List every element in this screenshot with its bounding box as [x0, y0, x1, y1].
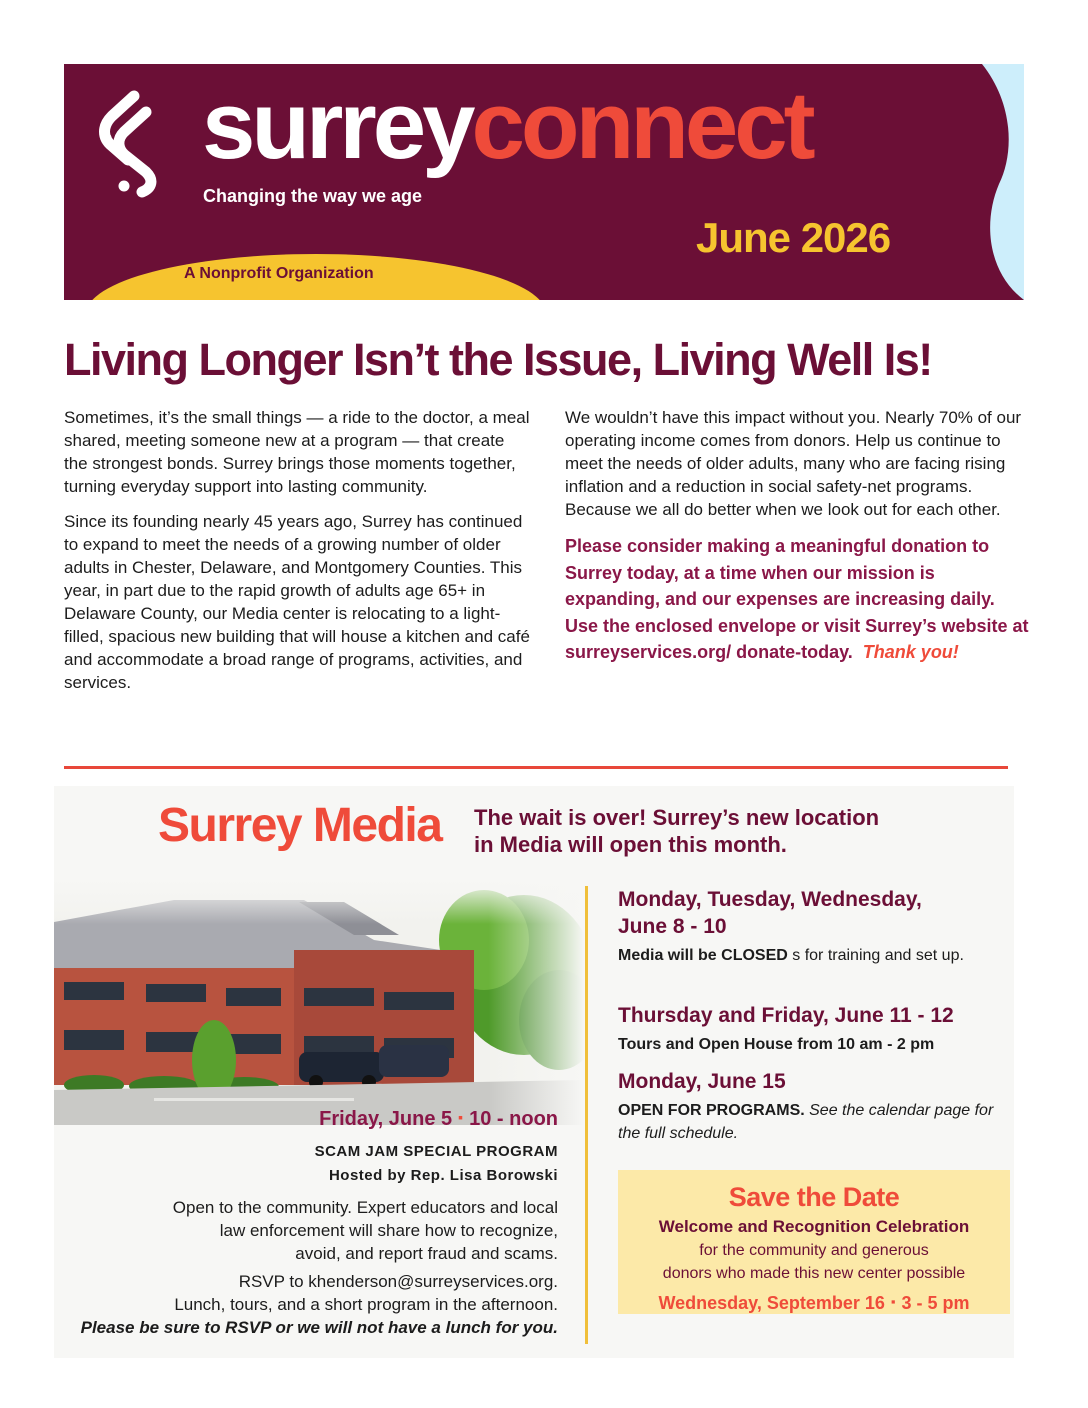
- save-the-date-box: [618, 1170, 1010, 1314]
- media-subtitle-line: The wait is over! Surrey’s new location: [474, 805, 880, 830]
- celebration-name: Welcome and Recognition Celebration: [658, 1217, 970, 1236]
- header-banner: [64, 64, 1024, 300]
- article-paragraph: We wouldn’t have this impact without you. Nearly 70% of our operating income comes from donors. Help us continue to meet the needs of older adults, many who are facing rising inflation and a reduction in social safety-net programs. Because we all do better when we look out for each other.: [565, 408, 1022, 519]
- surrey-logo-icon: [94, 86, 166, 198]
- event-host: Hosted by Rep. Lisa Borowski: [328, 1167, 558, 1184]
- rsvp-line: Lunch, tours, and a short program in the afternoon.: [174, 1295, 558, 1314]
- media-subtitle: [474, 804, 994, 858]
- celebration-description: [618, 1239, 1010, 1285]
- schedule-detail-bold: Tours and Open House from 10 am - 2 pm: [618, 1036, 935, 1053]
- brand-wordmark: [202, 72, 812, 179]
- column-divider: [585, 886, 588, 1344]
- celebration-description-line: donors who made this new center possible: [662, 1265, 966, 1282]
- article-left-column: [64, 406, 530, 706]
- brand-surrey: surrey: [202, 72, 472, 179]
- schedule-heading-line: June 8 - 10: [618, 915, 727, 938]
- event-rsvp: [64, 1270, 558, 1339]
- building-photo: [54, 880, 584, 1125]
- article-right-column: [565, 406, 1030, 666]
- media-subtitle-line: in Media will open this month.: [474, 832, 787, 857]
- media-title: Surrey Media: [158, 799, 442, 852]
- schedule-detail-bold: OPEN FOR PROGRAMS.: [618, 1102, 805, 1119]
- schedule-detail-bold: Media will be CLOSED: [618, 947, 788, 964]
- event-time: 10 - noon: [469, 1108, 558, 1130]
- schedule-detail: [618, 1099, 1010, 1145]
- event-heading: [64, 1108, 558, 1131]
- schedule-detail: [618, 944, 1010, 967]
- schedule-item: [618, 1002, 1010, 1056]
- event-description-line: law enforcement will share how to recognize,: [219, 1221, 558, 1240]
- issue-date: June 2026: [696, 214, 891, 261]
- celebration-time: 3 - 5 pm: [901, 1293, 970, 1313]
- donation-appeal-text: Please consider making a meaningful donation to Surrey today, at a time when our mission is expanding, and our expenses are increasing daily. Use the enclosed envelope or visit Surrey’s website at surreyservices.org/ donate-today.: [565, 536, 1029, 662]
- rsvp-note: Please be sure to RSVP or we will not have a lunch for you.: [80, 1318, 558, 1337]
- schedule-heading-line: Monday, Tuesday, Wednesday,: [618, 888, 922, 911]
- save-the-date-title: Save the Date: [728, 1182, 900, 1212]
- schedule-detail: [618, 1033, 1010, 1056]
- bullet-separator: ▪: [890, 1294, 896, 1309]
- celebration-description-line: for the community and generous: [699, 1242, 929, 1259]
- tagline: Changing the way we age: [203, 186, 423, 206]
- event-program-title: SCAM JAM SPECIAL PROGRAM: [314, 1143, 558, 1160]
- schedule-heading: Monday, June 15: [618, 1070, 786, 1093]
- schedule-item: [618, 886, 1010, 967]
- thank-you-text: Thank you!: [862, 642, 959, 662]
- article-paragraph: Sometimes, it’s the small things — a ride to the doctor, a meal shared, meeting someone new at a program — that create the strongest bonds. Surrey brings those moments together, turning everyday support into lasting community.: [64, 408, 530, 496]
- celebration-date: Wednesday, September 16: [658, 1293, 885, 1313]
- bullet-separator: ▪: [458, 1109, 464, 1125]
- schedule-heading: [618, 886, 1010, 940]
- page-headline: Living Longer Isn’t the Issue, Living Well Is!: [64, 334, 932, 385]
- event-program: [64, 1140, 558, 1188]
- schedule-item: [618, 1068, 1010, 1145]
- rsvp-line: RSVP to khenderson@surreyservices.org.: [238, 1272, 558, 1291]
- nonprofit-label: A Nonprofit Organization: [184, 265, 374, 282]
- event-description-line: avoid, and report fraud and scams.: [295, 1244, 558, 1263]
- event-date: Friday, June 5: [319, 1108, 453, 1130]
- schedule-detail-italic: See the calendar page for the full schedule.: [618, 1102, 994, 1142]
- schedule-detail-text: s for training and set up.: [787, 947, 964, 964]
- donation-appeal: [565, 533, 1030, 666]
- section-divider: [64, 766, 1008, 769]
- article-paragraph: Since its founding nearly 45 years ago, Surrey has continued to expand to meet the needs of a growing number of older adults in Chester, Delaware, and Montgomery Counties. This year, in part due to the rapid growth of adults age 65+ in Delaware County, our Media center is relocating to a light-filled, spacious new building that will house a kitchen and café and accommodate a broad range of programs, activities, and services.: [64, 512, 530, 692]
- brand-connect: connect: [471, 72, 812, 179]
- event-description-line: Open to the community. Expert educators and local: [172, 1198, 558, 1217]
- event-description: [64, 1196, 558, 1265]
- schedule-heading: Thursday and Friday, June 11 - 12: [618, 1004, 954, 1027]
- celebration-datetime: [618, 1293, 1010, 1314]
